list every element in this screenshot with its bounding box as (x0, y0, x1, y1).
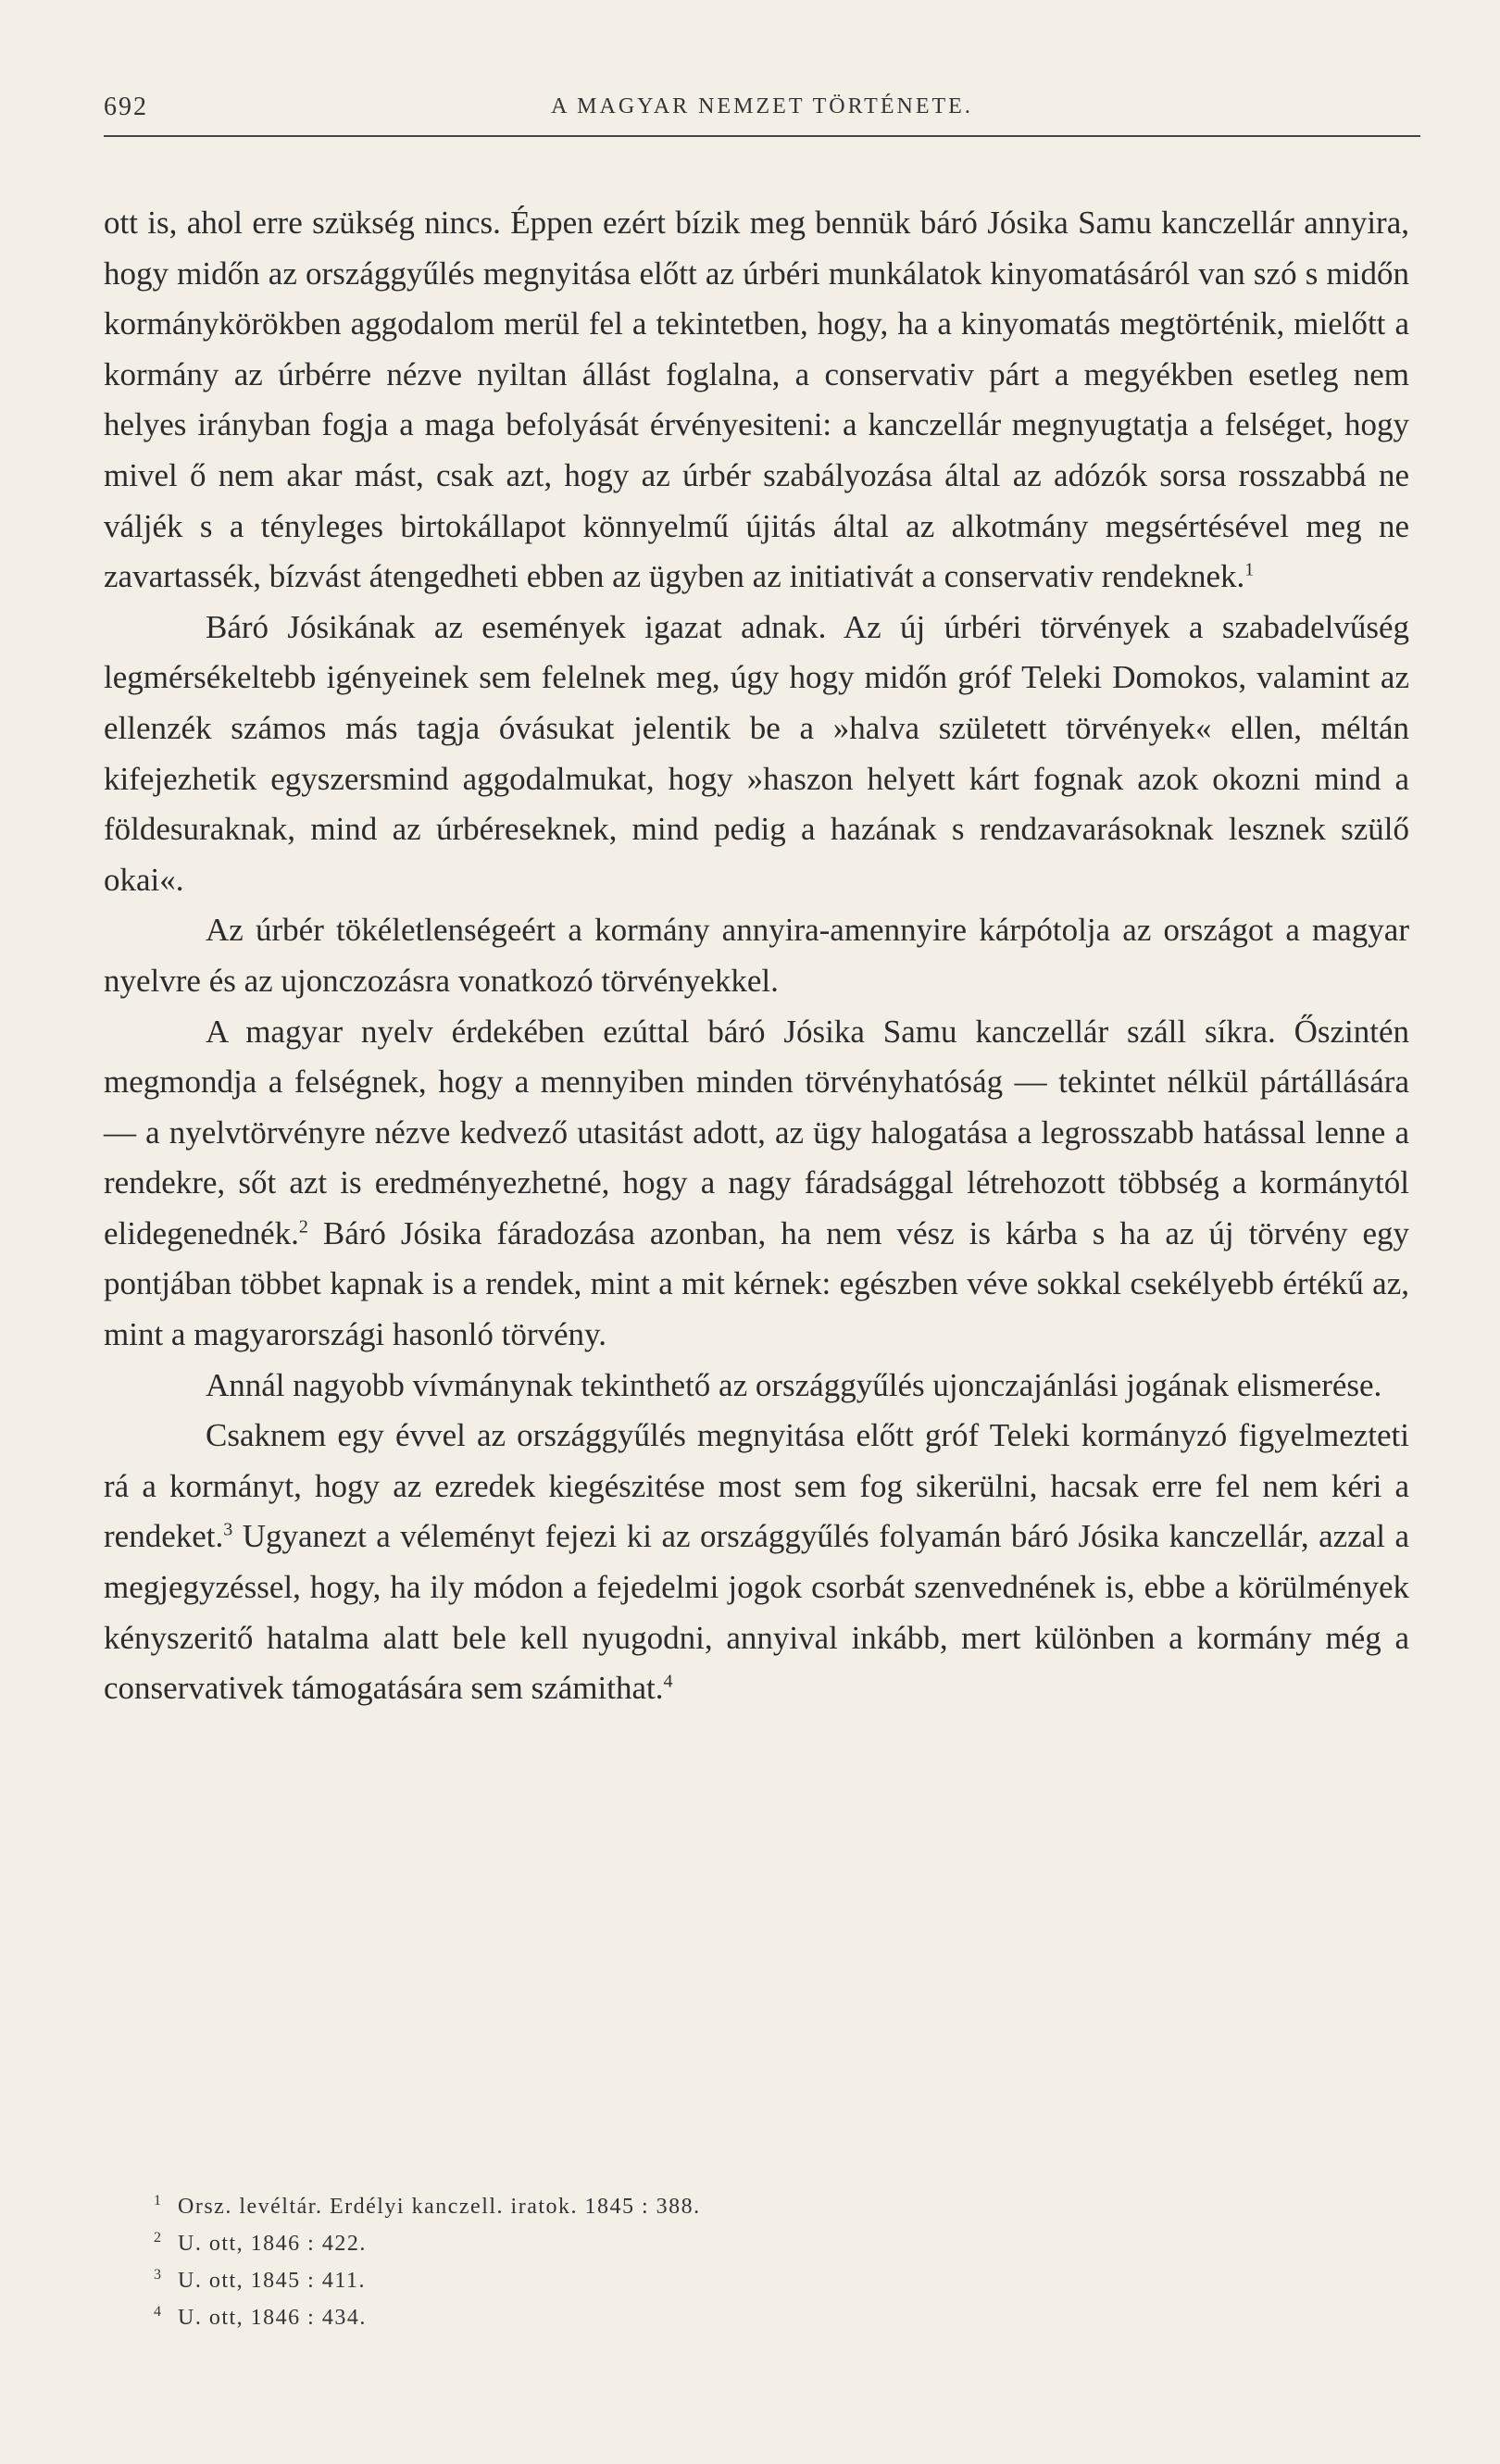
footnote-text: U. ott, 1845 : 411. (178, 2269, 366, 2293)
footnote-text: Orsz. levéltár. Erdélyi kanczell. iratok. 1845 : 388. (178, 2195, 701, 2219)
paragraph: Csaknem egy évvel az országgyűlés megnyitása előtt gróf Teleki kormányzó figyelmezteti rá a kormányt, hogy az ezredek kiegészitése most sem fog sikerülni, hacsak erre fel nem kéri a rendeket.$^3$ Ugyanezt a véleményt fejezi ki az országgyűlés folyamán báró Jósika kanczellár, azzal a megjegyzéssel, hogy, ha ily módon a fejedelmi jogok csorbát szenvednének is, ebbe a körülmények kényszeritő hatalma alatt bele kell nyugodni, annyival inkább, mert különben a kormány még a conservativek támogatására sem számithat.$^4$ (104, 1417, 1409, 1707)
footnote (154, 2262, 1289, 2299)
footnote (154, 2188, 1289, 2225)
footnote-mark: 1 (154, 2193, 163, 2209)
footnotes (154, 2188, 1289, 2336)
footnote-text: U. ott, 1846 : 422. (178, 2232, 367, 2256)
page-number: 692 (104, 93, 148, 121)
footnote-ref: 2 (298, 1216, 308, 1238)
footnote-mark: 2 (154, 2230, 163, 2246)
paragraph: Annál nagyobb vívmánynak tekinthető az országgyűlés ujonczajánlási jogának elismerése. (206, 1366, 1382, 1403)
paragraph: ott is, ahol erre szükség nincs. Éppen ezért bízik meg bennük báró Jósika Samu kanczellár annyira, hogy midőn az országgyűlés megnyitása előtt az úrbéri munkálatok kinyomatásáról van szó s midőn kormánykörökben aggodalom merül fel a tekintetben, hogy, ha a kinyomatás megtörténik, mielőtt a kormány az úrbérre nézve nyiltan állást foglalna, a conservativ párt a megyékben esetleg nem helyes irányban fogja a maga befolyását érvényesiteni: a kanczellár megnyugtatja a felséget, hogy mivel ő nem akar mást, csak azt, hogy az úrbér szabályozása által az adózók sorsa rosszabbá ne váljék s a tényleges birtokállapot könnyelmű újitás által az alkotmány megsértésével meg ne zavartassék, bízvást átengedheti ebben az ügyben az initiativát a conservativ rendeknek.$^1$ (104, 205, 1409, 595)
footnote-mark: 4 (154, 2304, 163, 2320)
footnote (154, 2225, 1289, 2262)
running-title: A MAGYAR NEMZET TÖRTÉNETE. (551, 94, 973, 118)
footnote-ref: 3 (223, 1519, 233, 1540)
footnote-text: U. ott, 1846 : 434. (178, 2306, 367, 2330)
footnote (154, 2299, 1289, 2336)
paragraph: Az úrbér tökéletlenségeért a kormány annyira-amennyire kárpótolja az országot a magyar nyelvre és az ujonczozásra vonatkozó törvényekkel. (104, 912, 1409, 999)
footnote-ref: 4 (663, 1671, 673, 1692)
main-text (104, 198, 1409, 1714)
paragraph: Báró Jósikának az események igazat adnak. Az új úrbéri törvények a szabadelvűség legmérsékeltebb igényeinek sem felelnek meg, úgy hogy midőn gróf Teleki Domokos, valamint az ellenzék számos más tagja óvásukat jelentik be a »halva született törvények« ellen, méltán kifejezhetik egyszersmind aggodalmukat, hogy »haszon helyett kárt fognak azok okozni mind a földesuraknak, mind az úrbéreseknek, mind pedig a hazának s rendzavarásoknak lesznek szülő okai«. (104, 608, 1409, 898)
footnote-ref: 1 (1244, 559, 1255, 580)
page-header (104, 93, 1420, 135)
paragraph: A magyar nyelv érdekében ezúttal báró Jósika Samu kanczellár száll síkra. Őszintén megmondja a felségnek, hogy a mennyiben minden törvényhatóság — tekintet nélkül pártállására — a nyelvtörvényre nézve kedvező utasitást adott, az ügy halogatása a legrosszabb hatással lenne a rendekre, sőt azt is eredményezhetné, hogy a nagy fáradsággal létrehozott többség a kormánytól elidegenednék.$^2$ Báró Jósika fáradozása azonban, ha nem vész is kárba s ha az új törvény egy pontjában többet kapnak is a rendek, mint a mit kérnek: egészben véve sokkal csekélyebb értékű az, mint a magyarországi hasonló törvény. (104, 1013, 1409, 1353)
header-rule (104, 135, 1420, 137)
footnote-mark: 3 (154, 2267, 163, 2283)
